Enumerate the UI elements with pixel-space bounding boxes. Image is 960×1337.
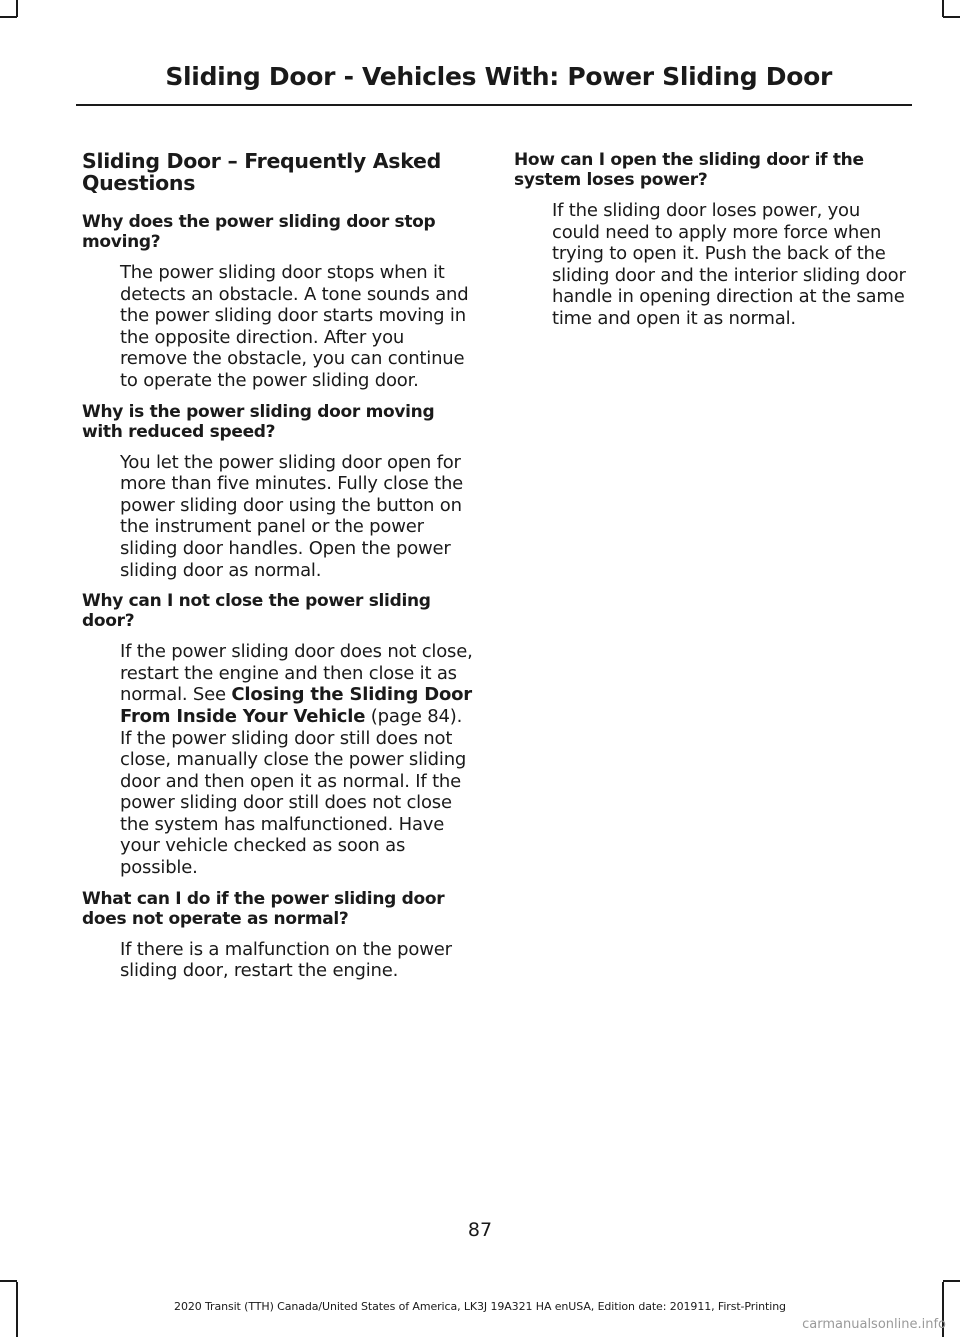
crop-mark (0, 16, 17, 18)
page-reference: (page 84). (365, 705, 463, 727)
crop-mark (16, 0, 18, 17)
faq-question: How can I open the sliding door if the system loses power? (514, 150, 864, 190)
left-column (82, 150, 476, 992)
faq-question: Why can I not close the power sliding door? (82, 591, 431, 632)
crop-mark (943, 1280, 960, 1282)
section-heading: Sliding Door – Frequently Asked Questions (82, 149, 441, 195)
watermark: carmanualsonline.info (802, 1317, 946, 1332)
crop-mark (942, 0, 944, 17)
right-column (514, 150, 906, 340)
crop-mark (0, 1280, 17, 1282)
header-divider (76, 104, 912, 106)
faq-answer-text: If the power sliding door does not close, restart the engine and then close it as normal. See (120, 641, 473, 706)
faq-question: Why does the power sliding door stop moving? (82, 212, 436, 252)
faq-answer (120, 641, 476, 879)
footer-text: 2020 Transit (TTH) Canada/United States of America, LK3J 19A321 HA enUSA, Edition date: 201911, First-Printing (174, 1300, 786, 1313)
faq-answer: The power sliding door stops when it detects an obstacle. A tone sounds and the power sliding door starts moving in the opposite direction. After you remove the obstacle, you can continue to operate the power sliding door. (120, 262, 469, 391)
faq-answer: If the sliding door loses power, you could need to apply more force when trying to open it. Push the back of the sliding door and the interior sliding door handle in opening direction at the same time and open it as normal. (552, 200, 906, 329)
page-header-title: Sliding Door - Vehicles With: Power Sliding Door (165, 62, 832, 91)
page-number: 87 (467, 1219, 493, 1241)
faq-answer: If there is a malfunction on the power sliding door, restart the engine. (120, 938, 452, 982)
faq-question: Why is the power sliding door moving with reduced speed? (82, 401, 435, 442)
faq-answer: You let the power sliding door open for more than five minutes. Fully close the power sliding door using the button on the instrument panel or the power sliding door handles. Open the power sliding door as normal. (120, 451, 464, 581)
crop-mark (943, 16, 960, 18)
faq-answer-text: If the power sliding door still does not close, manually close the power sliding door and then open it as normal. If the power sliding door still does not close the system has malfunctioned. Have your vehicle checked as soon as possible. (120, 727, 467, 879)
faq-question: What can I do if the power sliding door does not operate as normal? (82, 888, 445, 929)
cross-reference-link[interactable]: Closing the Sliding Door From Inside Your Vehicle (120, 684, 472, 727)
